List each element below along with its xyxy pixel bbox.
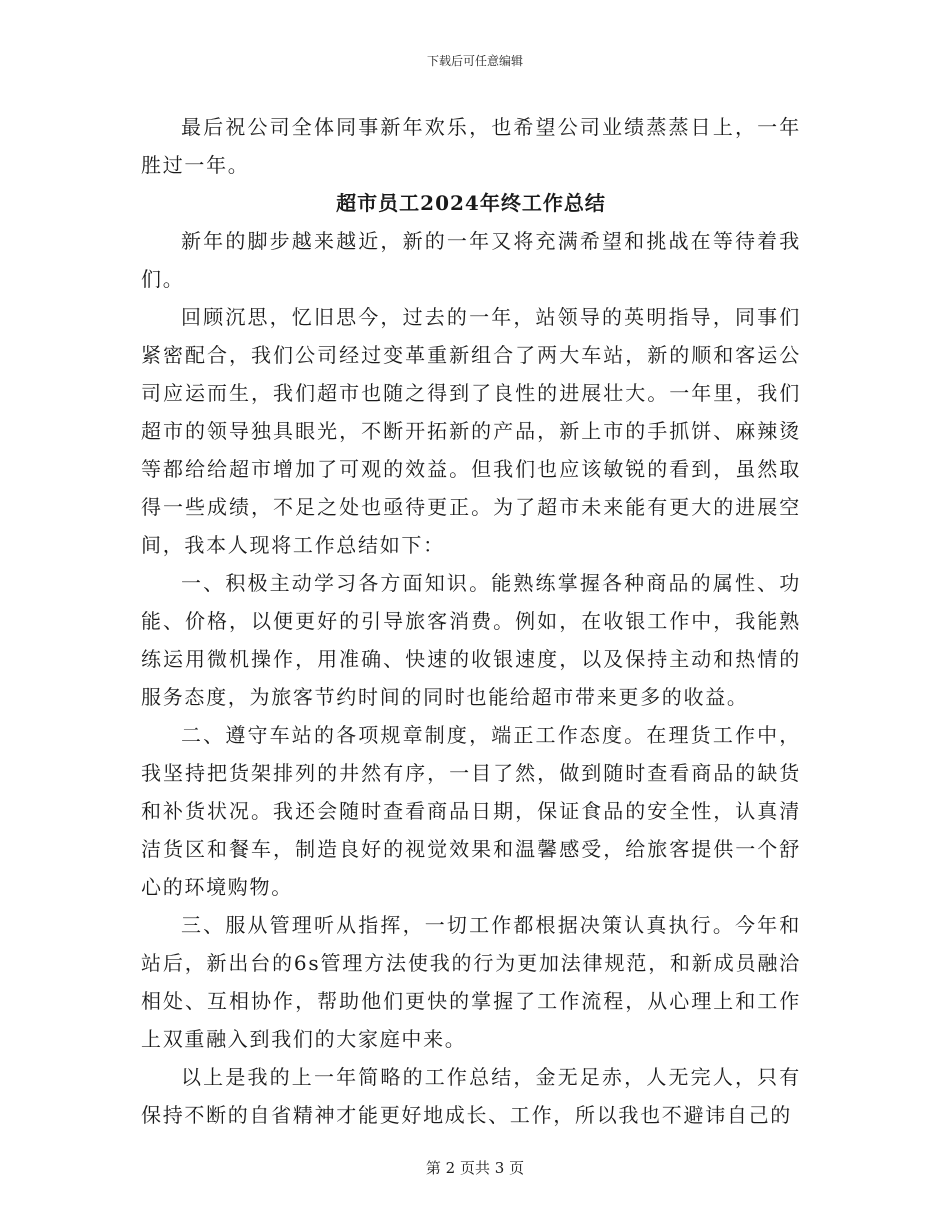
header-note: 下载后可任意编辑 [426,54,523,68]
document-title: 超市员工2024年终工作总结 [336,191,606,215]
document-body [141,108,801,1134]
intro-paragraph: 新年的脚步越来越近，新的一年又将充满希望和挑战在等待着我们。 [141,229,801,291]
page-number: 第 2 页共 3 页 [425,1159,525,1177]
closing-paragraph: 最后祝公司全体同事新年欢乐，也希望公司业绩蒸蒸日上，一年胜过一年。 [141,115,801,177]
point-one-paragraph: 一、积极主动学习各方面知识。能熟练掌握各种商品的属性、功能、价格，以便更好的引导旅客消费。例如，在收银工作中，我能熟练运用微机操作，用准确、快速的收银速度，以及保持主动和热情的服务态度，为旅客节约时间的同时也能给超市带来更多的收益。 [141,571,801,709]
point-two-paragraph: 二、遵守车站的各项规章制度，端正工作态度。在理货工作中，我坚持把货架排列的井然有序，一目了然，做到随时查看商品的缺货和补货状况。我还会随时查看商品日期，保证食品的安全性，认真清洁货区和餐车，制造良好的视觉效果和温馨感受，给旅客提供一个舒心的环境购物。 [141,723,801,899]
summary-paragraph: 以上是我的上一年简略的工作总结，金无足赤，人无完人，只有保持不断的自省精神才能更好地成长、工作，所以我也不避讳自己的 [141,1065,801,1127]
point-three-paragraph: 三、服从管理听从指挥，一切工作都根据决策认真执行。今年和站后，新出台的6s管理方法使我的行为更加法律规范，和新成员融洽相处、互相协作，帮助他们更快的掌握了工作流程，从心理上和工作上双重融入到我们的大家庭中来。 [141,913,801,1051]
review-paragraph: 回顾沉思，忆旧思今，过去的一年，站领导的英明指导，同事们紧密配合，我们公司经过变革重新组合了两大车站，新的顺和客运公司应运而生，我们超市也随之得到了良性的进展壮大。一年里，我们超市的领导独具眼光，不断开拓新的产品，新上市的手抓饼、麻辣烫等都给给超市增加了可观的效益。但我们也应该敏锐的看到，虽然取得一些成绩，不足之处也亟待更正。为了超市未来能有更大的进展空间，我本人现将工作总结如下： [141,305,801,557]
